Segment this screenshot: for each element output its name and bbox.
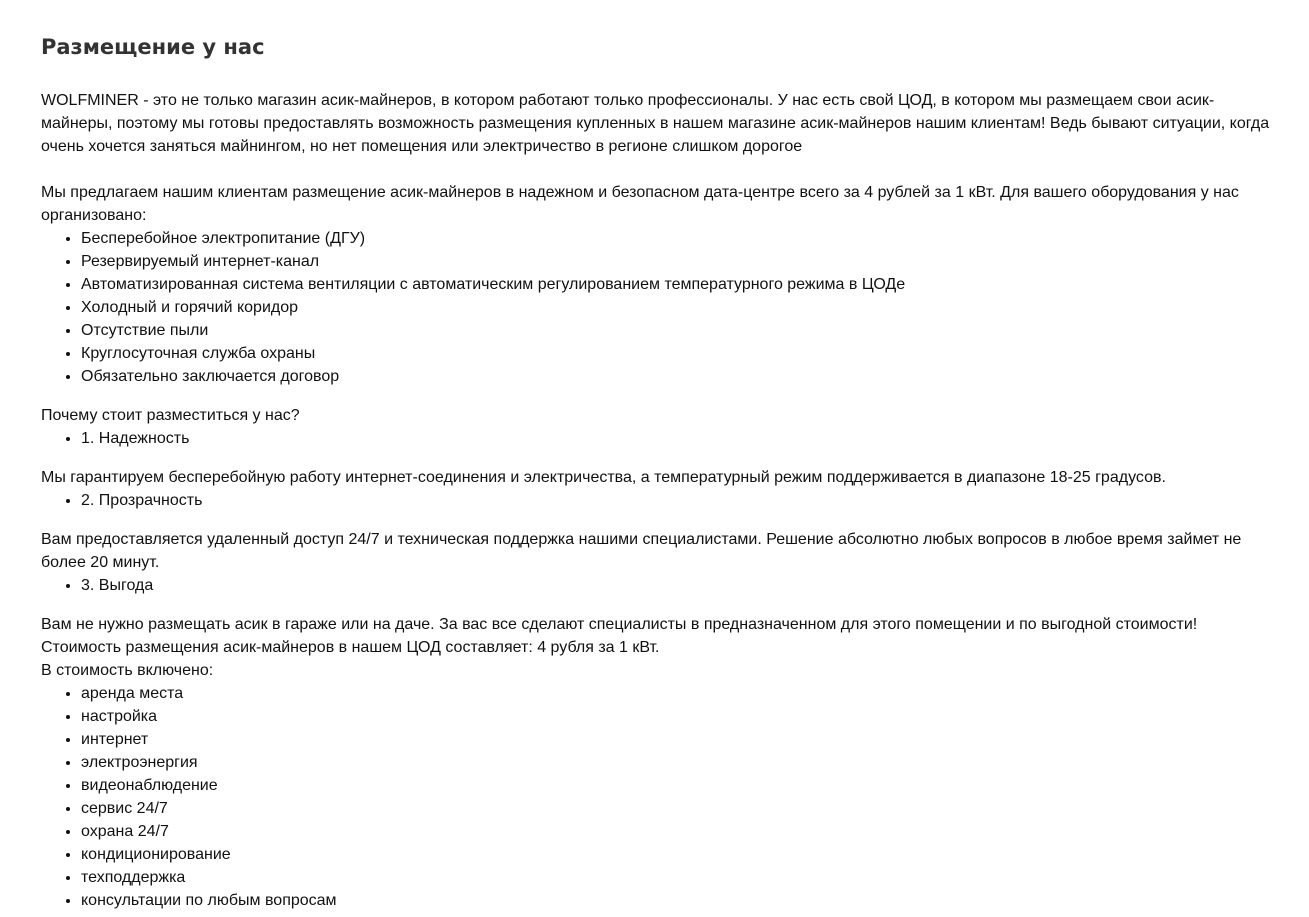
spacer bbox=[41, 158, 1276, 181]
reason-text: Вам не нужно размещать асик в гараже или на даче. За вас все сделают специалисты в предназначенном для этого помещении и по выгодной стоимости! bbox=[41, 616, 1198, 633]
list-item: • Обязательно заключается договор bbox=[81, 365, 1276, 388]
why-question: Почему стоит разместиться у нас? bbox=[41, 407, 300, 424]
list-item: • техподдержка bbox=[81, 866, 1276, 889]
spacer bbox=[41, 512, 1276, 528]
article bbox=[41, 30, 1276, 912]
list-item: • электроэнергия bbox=[81, 751, 1276, 774]
reason-text: Мы гарантируем бесперебойную работу интернет-соединения и электричества, а температурный режим поддерживается в диапазоне 18-25 градусов. bbox=[41, 469, 1166, 486]
list-item: • Автоматизированная система вентиляции с автоматическим регулированием температурного режима в ЦОДе bbox=[81, 273, 1276, 296]
list-item: • Отсутствие пыли bbox=[81, 319, 1276, 342]
reason-label: • 3. Выгода bbox=[81, 574, 1276, 597]
offer-paragraph: Мы предлагаем нашим клиентам размещение асик-майнеров в надежном и безопасном дата-центре всего за 4 рублей за 1 кВт. Для вашего оборудования у нас организовано: bbox=[41, 184, 1239, 224]
reason-label: • 1. Надежность bbox=[81, 427, 1276, 450]
list-item: • Холодный и горячий коридор bbox=[81, 296, 1276, 319]
list-item: • интернет bbox=[81, 728, 1276, 751]
list-item: • охрана 24/7 bbox=[81, 820, 1276, 843]
features-list bbox=[41, 227, 1276, 388]
reason-label: • 2. Прозрачность bbox=[81, 489, 1276, 512]
list-item: • Бесперебойное электропитание (ДГУ) bbox=[81, 227, 1276, 250]
list-item: • видеонаблюдение bbox=[81, 774, 1276, 797]
spacer bbox=[41, 388, 1276, 404]
spacer bbox=[41, 450, 1276, 466]
reason-list bbox=[41, 489, 1276, 512]
price-line: Стоимость размещения асик-майнеров в нашем ЦОД составляет: 4 рубля за 1 кВт. bbox=[41, 639, 660, 656]
list-item: • кондиционирование bbox=[81, 843, 1276, 866]
page-title: Размещение у нас bbox=[41, 35, 265, 59]
list-item: • настройка bbox=[81, 705, 1276, 728]
included-heading: В стоимость включено: bbox=[41, 662, 214, 679]
list-item: • аренда места bbox=[81, 682, 1276, 705]
reason-list bbox=[41, 574, 1276, 597]
list-item: • Резервируемый интернет-канал bbox=[81, 250, 1276, 273]
reason-list bbox=[41, 427, 1276, 450]
list-item: • Круглосуточная служба охраны bbox=[81, 342, 1276, 365]
list-item: • консультации по любым вопросам bbox=[81, 889, 1276, 912]
intro-paragraph: WOLFMINER - это не только магазин асик-майнеров, в котором работают только профессионалы. У нас есть свой ЦОД, в котором мы размещаем свои асик-майнеры, поэтому мы готовы предоставлять возможность размещения купленных в нашем магазине асик-майнеров нашим клиентам! Ведь бывают ситуации, когда очень хочется заняться майнингом, но нет помещения или электричество в регионе слишком дорогое bbox=[41, 92, 1270, 155]
list-item: • сервис 24/7 bbox=[81, 797, 1276, 820]
spacer bbox=[41, 597, 1276, 613]
reason-text: Вам предоставляется удаленный доступ 24/7 и техническая поддержка нашими специалистами. Решение абсолютно любых вопросов в любое время займет не более 20 минут. bbox=[41, 531, 1242, 571]
included-list bbox=[41, 682, 1276, 912]
